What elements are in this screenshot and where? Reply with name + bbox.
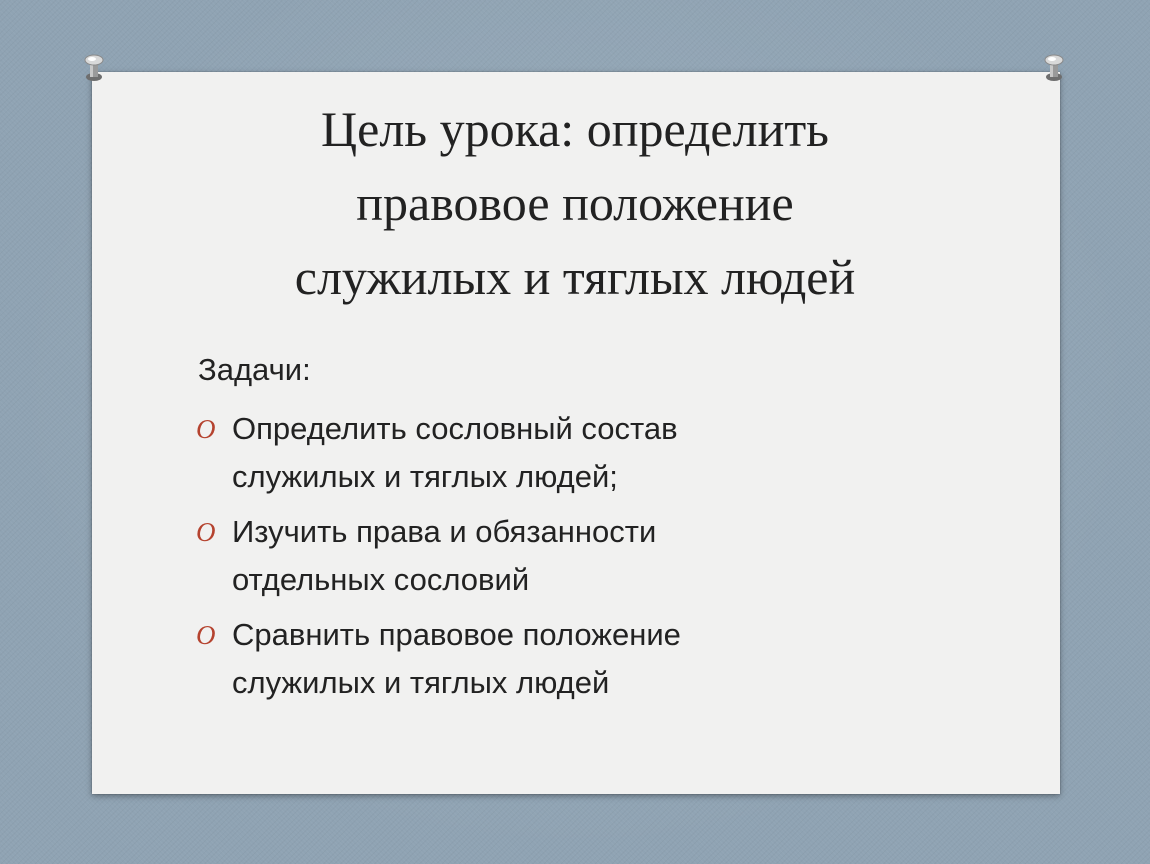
title-line: Цель урока: определить (321, 101, 829, 157)
task-line: Сравнить правовое положение (232, 617, 681, 652)
task-line: отдельных сословий (232, 562, 530, 597)
bullet-icon: O (196, 620, 216, 650)
title-line: служилых и тяглых людей (294, 249, 856, 305)
task-item (196, 405, 1016, 501)
tasks-label: Задачи: (198, 352, 311, 387)
task-line: служилых и тяглых людей (232, 665, 610, 700)
pin-icon (1043, 52, 1065, 82)
title-line: правовое положение (356, 175, 794, 231)
task-line: служилых и тяглых людей; (232, 459, 618, 494)
bullet-icon: O (196, 517, 216, 547)
task-line: Изучить права и обязанности (232, 514, 657, 549)
task-list (196, 405, 1016, 714)
task-text (232, 508, 1016, 604)
bullet-icon: O (196, 414, 216, 444)
task-item (196, 611, 1016, 707)
pin-icon (83, 52, 105, 82)
slide-title (0, 92, 1150, 314)
task-line: Определить сословный состав (232, 411, 678, 446)
task-item (196, 508, 1016, 604)
task-text (232, 405, 1016, 501)
task-text (232, 611, 1016, 707)
